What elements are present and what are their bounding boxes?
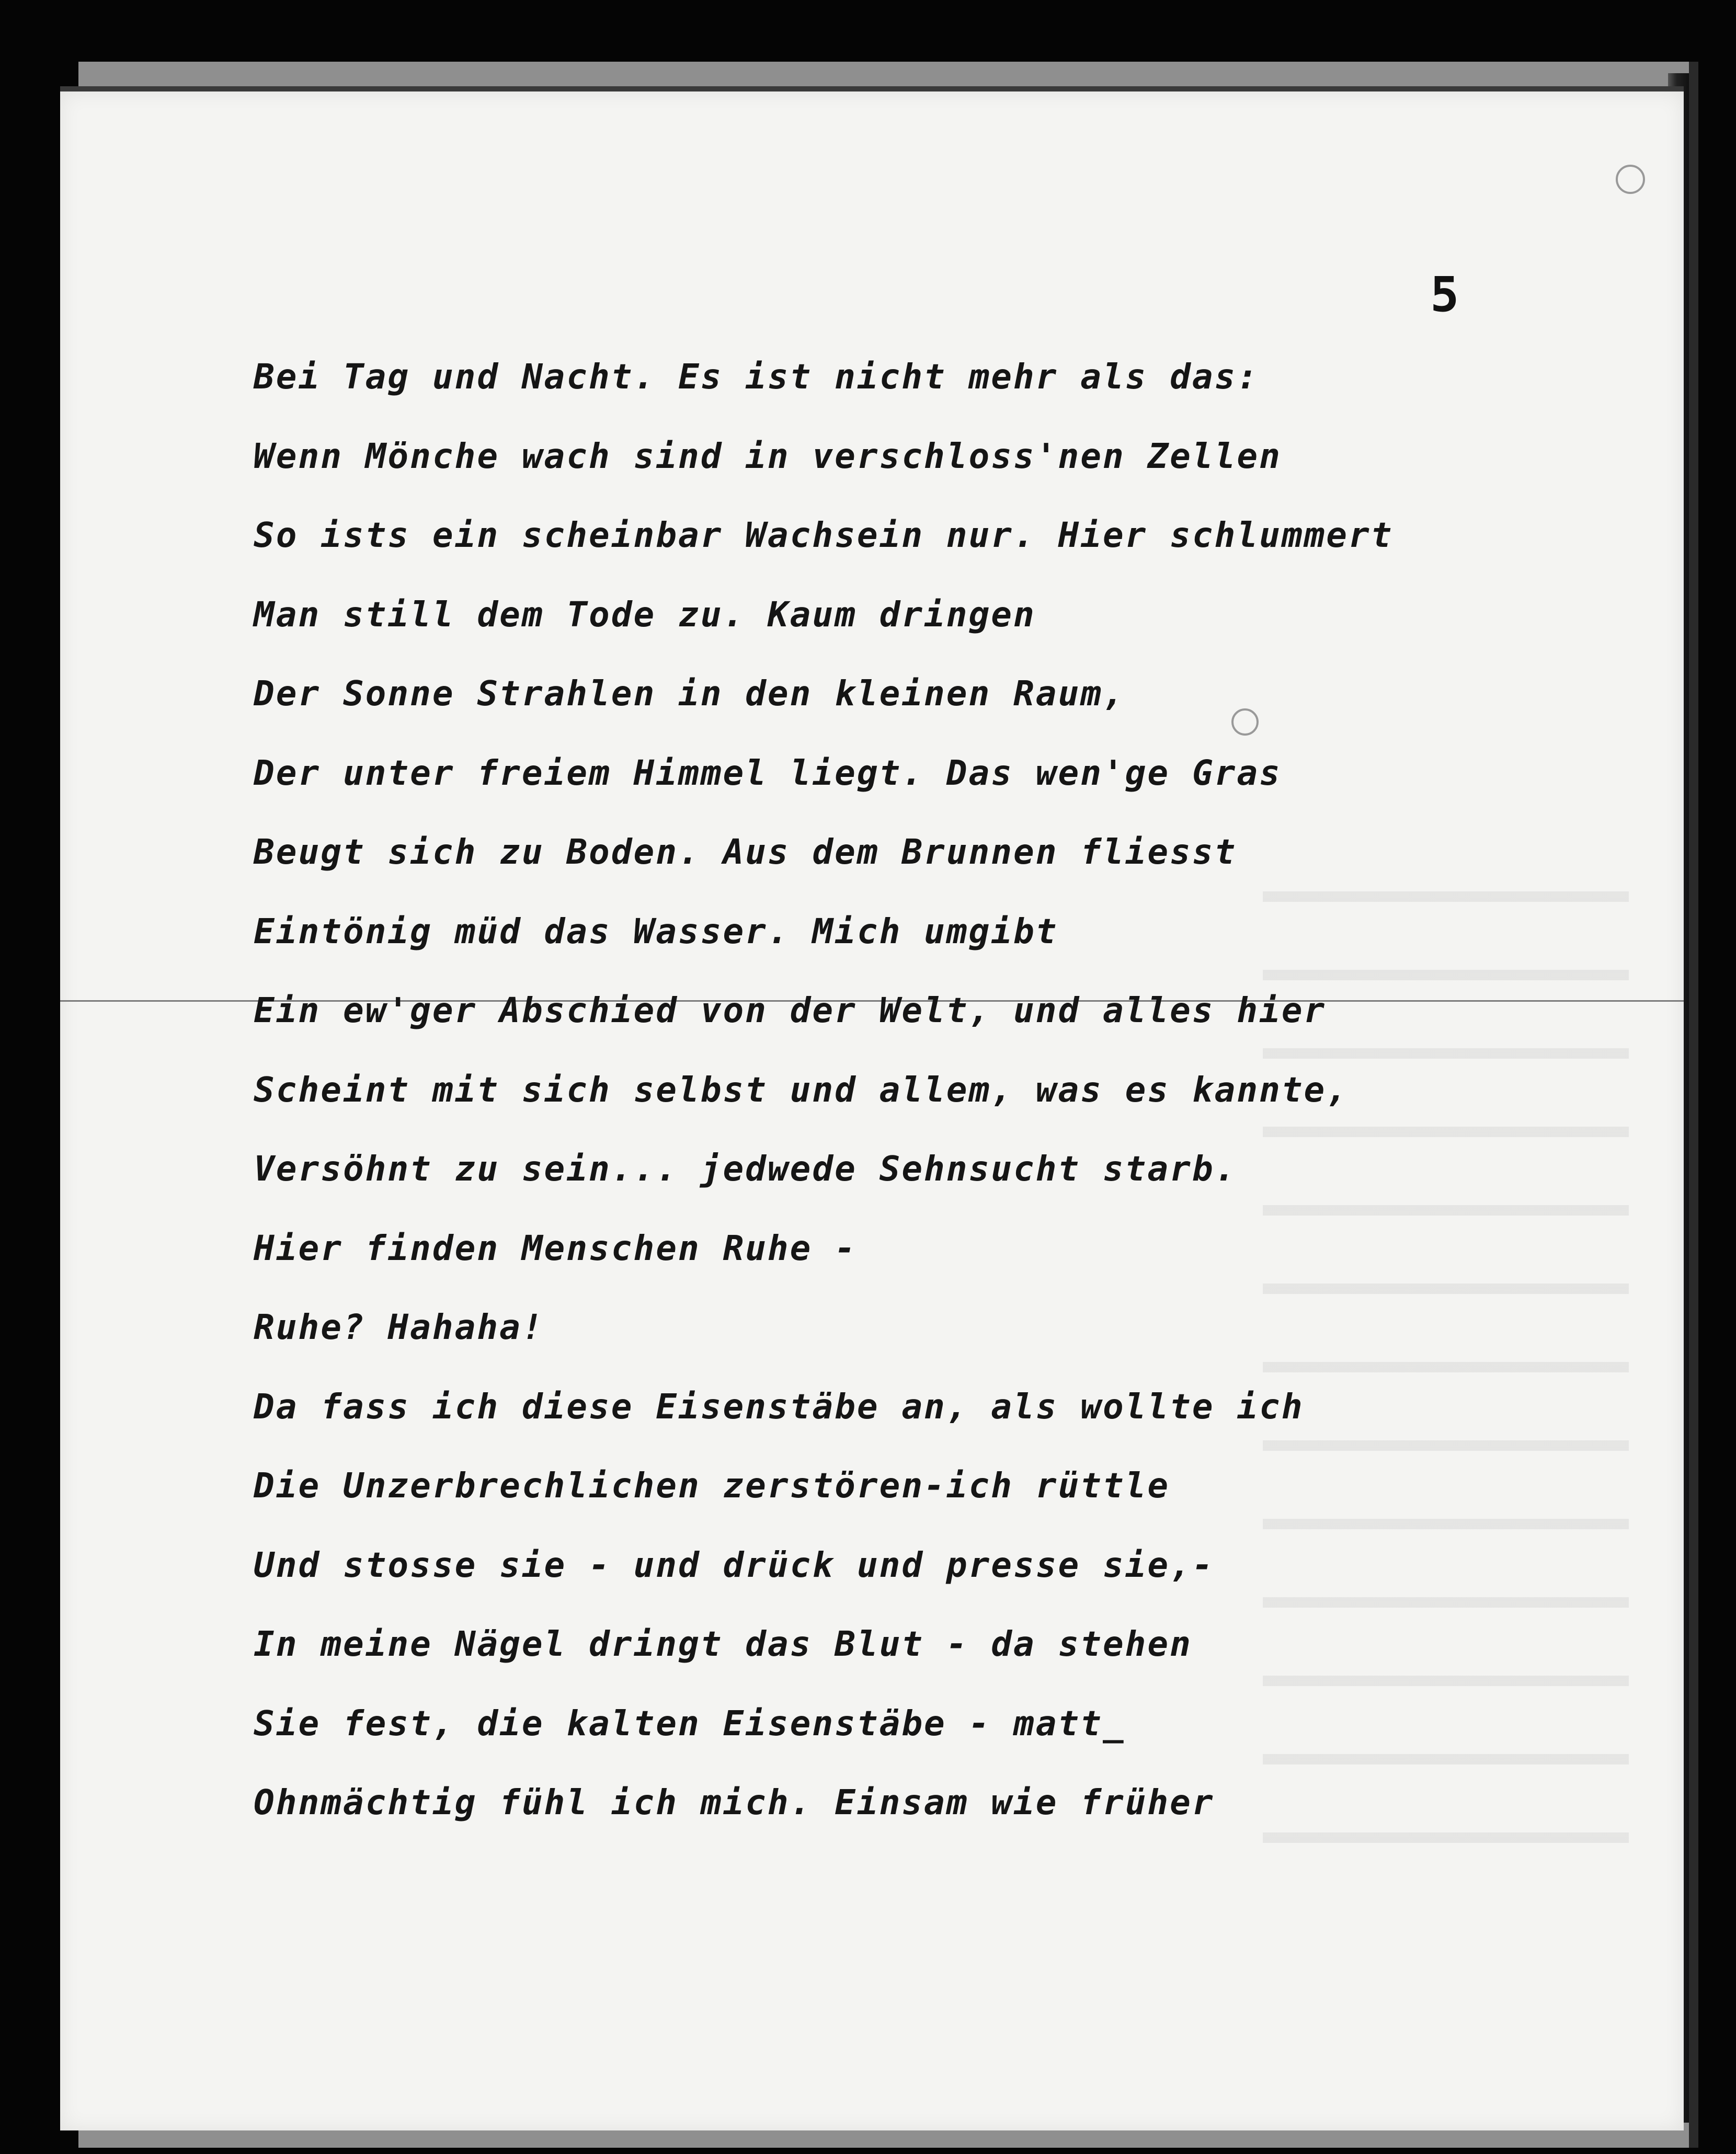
text-line: Eintönig müd das Wasser. Mich umgibt (254, 911, 1058, 952)
text-line: Der unter freiem Himmel liegt. Das wen'ge Gras (254, 752, 1282, 793)
page-number: 5 (1430, 267, 1459, 323)
text-line: Ein ew'ger Abschied von der Welt, und alles hier (254, 990, 1327, 1030)
text-line: Hier finden Menschen Ruhe - (254, 1228, 857, 1268)
text-line: Ohnmächtig fühl ich mich. Einsam wie früher (254, 1782, 1215, 1823)
text-line: So ists ein scheinbar Wachsein nur. Hier schlummert (254, 515, 1394, 555)
text-line: Da fass ich diese Eisenstäbe an, als wollte ich (254, 1386, 1304, 1427)
text-line: Beugt sich zu Boden. Aus dem Brunnen fliesst (254, 832, 1237, 872)
text-line: Der Sonne Strahlen in den kleinen Raum, (254, 673, 1125, 714)
paper-spot (1616, 165, 1645, 194)
text-line: Man still dem Tode zu. Kaum dringen (254, 594, 1036, 635)
text-line: Bei Tag und Nacht. Es ist nicht mehr als das: (254, 357, 1260, 397)
text-line: Wenn Mönche wach sind in verschloss'nen Zellen (254, 436, 1282, 476)
text-line: Versöhnt zu sein... jedwede Sehnsucht starb. (254, 1149, 1237, 1189)
text-body (254, 337, 1394, 1842)
text-line: Die Unzerbrechlichen zerstören-ich rüttle (254, 1465, 1170, 1506)
text-line: Ruhe? Hahaha! (254, 1307, 544, 1347)
text-line: In meine Nägel dringt das Blut - da stehen (254, 1624, 1192, 1664)
text-line: Und stosse sie - und drück und presse sie,- (254, 1544, 1215, 1585)
text-line: Scheint mit sich selbst und allem, was es kannte, (254, 1069, 1349, 1110)
text-line: Sie fest, die kalten Eisenstäbe - matt_ (254, 1703, 1125, 1744)
